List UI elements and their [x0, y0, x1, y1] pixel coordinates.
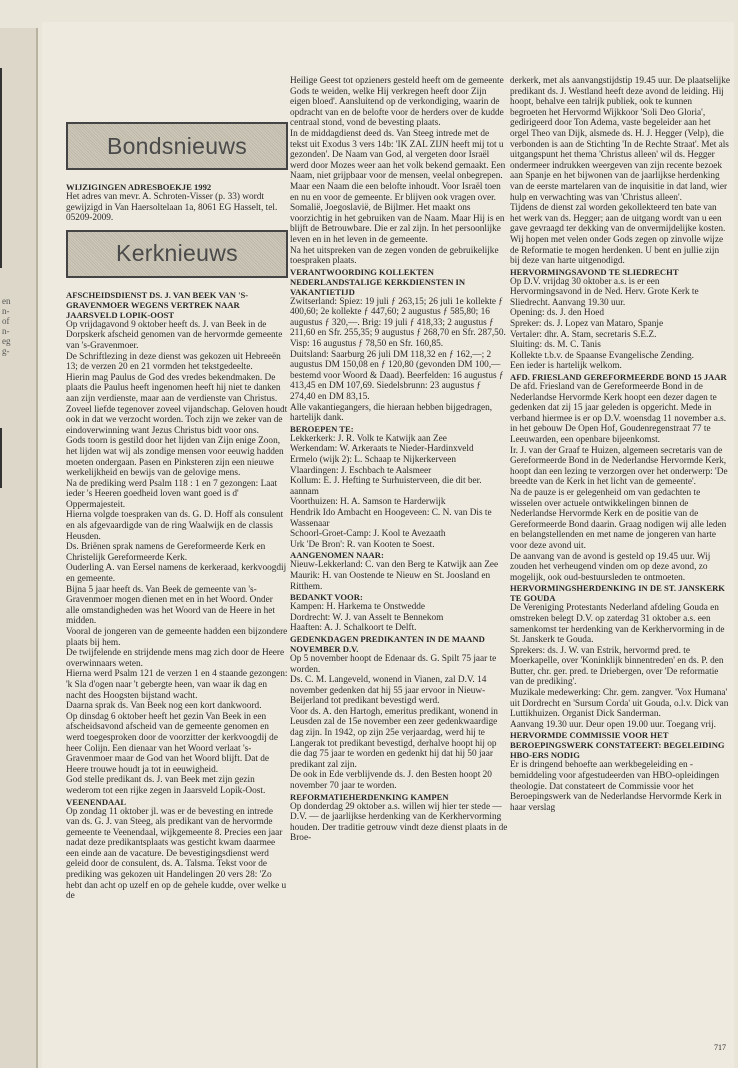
text-fragment: n-	[2, 326, 10, 336]
article-body: derkerk, met als aanvangstijdstip 19.45 uur. De plaatselijke predikant ds. J. Westland heeft deze avond de leiding. Hij hoopt, behalve een talrijk publiek, ook te kunnen begroeten het Hervormd Wijkkoor 'Soli Deo Gloria', gedirigeerd door Ton Adema, vaste begeleider aan het orgel Theo van Dijk, alsmede ds. H. J. Hegger (Velp), die verbonden is aan de Stichting 'In de Rechte Straat'. Met als uitgangspunt het thema 'Christus alleen' wil ds. Hegger ondermeer indrukken weergeven van zijn recente bezoek aan Spanje en het bijwonen van de jaarlijkse herdenking van de eerste martelaren van de inquisitie in dat land, wier hulp en verwachting was van 'Christus alleen'. Tijdens de dienst zal worden gekollekteerd ten bate van het werk van ds. Hegger; aan de uitgang wordt van u een gave gevraagd ter dekking van de onvermijdelijke kosten. Wij hopen met velen onder Gods zegen op zinvolle wijze de Reformatie te mogen herdenken. U bent en jullie zijn bij deze van harte uitgenodigd.	[510, 76, 730, 267]
article-body: Op zondag 11 oktober jl. was er de bevesting en intrede van ds. G. J. van Steeg, als predikant van de hervormde gemeente te Veenendaal, wijkgemeente 8. Precies een jaar nadat deze predikantsplaats was gesticht kwam daarmee een einde aan de vacature. De bevestigingsdienst werd geleid door de consulent, ds. A. Talsma. Tekst voor de prediking was gekozen uit Handelingen 20 vers 28: 'Zo hebt dan acht op uzelf en op de gehele kudde, over welke u de	[66, 806, 287, 902]
text-fragment: eg	[2, 336, 11, 346]
article-heading: AANGENOMEN NAAR:	[290, 550, 384, 561]
text-fragment: en	[2, 296, 11, 306]
text-fragment: g-	[2, 346, 10, 356]
article-body: Er is dringend behoefte aan werkbegeleiding en -bemiddeling voor afgestudeerden van HBO-opleidingen theologie. Dat constateert de Commissie voor het Beroepingswerk van de Nederlandse Hervormde Kerk in haar verslag	[510, 760, 722, 813]
article-body: Nieuw-Lekkerland: C. van den Berg te Katwijk aan Zee Maurik: H. van Oostende te Nieuw en St. Joosland en Ritthem.	[290, 560, 499, 592]
article-heading: BEROEPEN TE:	[290, 423, 354, 434]
article-heading: AFD. FRIESLAND GEREFORMEERDE BOND 15 JAAR	[510, 372, 727, 383]
paragraph: Op vrijdagavond 9 oktober heeft ds. J. van Beek in de Dorpskerk afscheid genomen van de hervormde gemeente van 's-Gravenmoer.	[66, 319, 283, 351]
article-body: Op D.V. vrijdag 30 oktober a.s. is er een Hervormingsavond in de Ned. Herv. Grote Kerk te Sliedrecht. Aanvang 19.30 uur. Opening: ds. J. den Hoed Spreker: ds. J. Lopez van Mataro, Spanje Vertaler: dhr. A. Stam, secretaris S.E.Z. Sluiting: ds. M. C. Tanis Kollekte t.b.v. de Spaanse Evangelische Zending. Een ieder is hartelijk welkom.	[510, 276, 699, 372]
paragraph: Hierin mag Paulus de God des vredes bekendmaken. De plaats die Paulus heeft ingenomen heeft hij niet te danken aan zijn verdienste, maar aan de verdienste van Christus.	[66, 372, 281, 404]
page-number: 717	[714, 1043, 726, 1052]
article-body: De Vereniging Protestants Nederland afdeling Gouda en omstreken belegt D.V. op zaterdag 31 oktober a.s. een samenkomst ter herdenking van de Kerkhervorming in de St. Janskerk te Gouda. Sprekers: ds. J. W. van Estrik, hervormd pred. te Moerkapelle, over 'Koninklijk binnentreden' en ds. P. den Butter, chr. ger. pred. te Driebergen, over 'De reformatie van de prediking'. Muzikale medewerking: Chr. gem. zangver. 'Vox Humana' uit Dordrecht en 'Sursum Corda' uit Gouda, o.l.v. Dick van Luttikhuizen. Organist Dick Sanderman. Aanvang 19.30 uur. Deur open 19.00 uur. Toegang vrij.	[510, 603, 729, 730]
paragraph: Zoveel liefde tegenover zoveel vijandschap. Geloven houdt ook in dat we verzocht worden. Toch zijn we zeker van de eindoverwinning want Jezus Christus bidt voor ons.	[66, 404, 288, 436]
paragraph: Daarna sprak ds. Van Beek nog een kort dankwoord.	[66, 701, 262, 712]
paragraph: De Schriftlezing in deze dienst was gekozen uit Hebreeën 13; de verzen 20 en 21 vormden het tekstgedeelte.	[66, 351, 281, 373]
article-heading: WIJZIGINGEN ADRESBOEKJE 1992	[66, 182, 212, 192]
section-title: Bondsnieuws	[106, 132, 248, 159]
column-2	[290, 76, 508, 844]
magazine-page	[42, 22, 734, 1068]
article-body: Het adres van mevr. A. Schroten-Visser (p. 33) wordt gewijzigd in Van Haersoltelaan 1a, 8061 EG Hasselt, tel. 05209-2009.	[66, 192, 278, 224]
paragraph: De twijfelende en strijdende mens mag zich door de Heere overwinnaars weten.	[66, 648, 285, 669]
paragraph: Bijna 5 jaar heeft ds. Van Beek de gemeente van 's-Gravenmoer mogen dienen met en in het Woord. Onder alle omstandigheden was het Woord van de Heere in het midden.	[66, 584, 275, 627]
article-body: Kampen: H. Harkema te Onstwedde Dordrecht: W. J. van Asselt te Bennekom Haaften: A. J. Schalkoort te Delft.	[290, 602, 444, 634]
article-heading: HERVORMINGSAVOND TE SLIEDRECHT	[510, 266, 679, 277]
paragraph: Ouderling A. van Eersel namens de kerkeraad, kerkvoogdij en gemeente.	[66, 563, 287, 585]
article-body: Heilige Geest tot opzieners gesteld heeft om de gemeente Gods te weiden, welke Hij verkregen heeft door Zijn eigen bloed'. Aansluitend op de verkondiging, waarin de opdracht van en de belofte voor de herders over de kudde centraal stond, vond de bevesting plaats. In de middagdienst deed ds. Van Steeg intrede met de tekst uit Exodus 3 vers 14b: 'IK ZAL ZIJN heeft mij tot u gezonden'. De Naam van God, al vergeten door Israël werd door Mozes weer aan het volk bekend gemaakt. Een Naam, niet grijpbaar voor de mensen, veelal onbegrepen. Maar een Naam die een belofte inhoudt. Voor Israël toen en nu en voor de gemeente. Er blijven ook vragen over. Somalië, Joegoslavië, de Bijlmer. Het maakt ons voorzichtig in het gebruiken van de Naam. Maar Hij is en blijft de Betrouwbare. Die er zal zijn. In het persoonlijke leven en in het leven in de gemeente. Na het uitspreken van de zegen vonden de gebruikelijke toespraken plaats.	[290, 76, 506, 267]
paragraph: Op dinsdag 6 oktober heeft het gezin Van Beek in een afscheidsavond afscheid van de gemeente genomen en werd toegesproken door de voorzitter der kerkvoogdij de heer Colijn. Een dienaar van het Woord verlaat 's-Gravenmoer maar de God van het Woord blijft. Dat de Heere trouwe houdt ja tot in eeuwigheid.	[66, 711, 278, 775]
article-body: De afd. Friesland van de Gereformeerde Bond in de Nederlandse Hervormde Kerk hoopt een dezer dagen te gedenken dat zij 15 jaar geleden is opgericht. Mede in verband hiermee is er op D.V. woensdag 11 november a.s. in het gebouw De Open Hof, Goudenregenstraat 77 te Leeuwarden, een openbare bijeenkomst. Ir. J. van der Graaf te Huizen, algemeen secretaris van de Gereformeerde Bond in de Nederlandse Hervormde Kerk, hoopt dan een lezing te verzorgen over het onderwerp: 'De breedte van de Kerk in het licht van de gemeente'. Na de pauze is er gelegenheid om van gedachten te wisselen over actuele ontwikkelingen binnen de Nederlandse Hervormde Kerk en de positie van de Gereformeerde Bond daarin. Graag nodigen wij alle leden en belangstellenden en met name de jongeren van harte voor deze avond uit. De aanvang van de avond is gesteld op 19.45 uur. Wij zouden het verheugend vinden om op deze avond, zo mogelijk, ook oud-bestuursleden te ontmoeten.	[510, 382, 728, 583]
article-heading: VERANTWOORDING KOLLEKTEN NEDERLANDSTALIGE KERKDIENSTEN IN VAKANTIETIJD	[290, 266, 466, 297]
article-heading: VEENENDAAL	[66, 796, 127, 807]
text-fragment: n-	[2, 306, 10, 316]
paragraph: Vooral de jongeren van de gemeente hadden een bijzondere plaats bij hem.	[66, 627, 288, 648]
section-title: Kerknieuws	[116, 240, 238, 267]
article-body: Op 5 november hoopt de Edenaar ds. G. Spilt 75 jaar te worden. Ds. C. M. Langeveld, wonend in Vianen, zal D.V. 14 november gedenken dat hij 55 jaar ervoor in Nieuw-Beijerland tot predikant bevestigd werd. Voor ds. A. den Hartogh, emeritus predikant, wonend in Leusden zal de 15e november een zeer gedenkwaardige dag zijn. In 1942, op zijn 25e verjaardag, werd hij te Langerak tot predikant bevestigd, derhalve hoopt hij op die dag 75 jaar te worden en gedenkt hij dat hij 50 jaar predikant zal zijn. De ook in Ede verblijvende ds. J. den Besten hoopt 20 november 70 jaar te worden.	[290, 653, 498, 792]
article-body: Op donderdag 29 oktober a.s. willen wij hier ter stede — D.V. — de jaarlijkse herdenking van de Kerkhervorming houden. Der traditie getrouw vindt deze dienst plaats in de Broe-	[290, 801, 508, 844]
article-body: Zwitserland: Spiez: 19 juli ƒ 263,15; 26 juli 1e kollekte ƒ 400,60; 2e kollekte ƒ 447,60; 2 augustus ƒ 585,80; 16 augustus ƒ 320,—. Brig: 19 juli ƒ 418,33; 2 augustus ƒ 211,60 en Sfr. 255,35; 9 augustus ƒ 268,70 en Sfr. 287,50. Visp: 16 augustus ƒ 78,50 en Sfr. 160,85. Duitsland: Saarburg 26 juli DM 118,32 en ƒ 162,—; 2 augustus DM 150,08 en ƒ 120,80 (gevonden DM 100,— bestemd voor Woord & Daad). Beerfelden: 16 augustus ƒ 413,45 en DM 107,69. Siedelsbrunn: 23 augustus ƒ 274,40 en DM 83,15. Alle vakantiegangers, die hieraan hebben bijgedragen, hartelijk dank.	[290, 296, 506, 424]
paragraph: Na de prediking werd Psalm 118 : 1 en 7 gezongen: Laat ieder 's Heeren goedheid loven want goed is d' Oppermajesteit.	[66, 478, 278, 510]
article-heading: HERVORMDE COMMISSIE VOOR HET BEROEPINGSWERK CONSTATEERT: BEGELEIDING HBO-ERS NODIG	[510, 730, 725, 761]
previous-page-edge	[0, 28, 38, 1068]
column-rule	[0, 428, 2, 488]
paragraph: Hierna volgde toespraken van ds. G. D. Hoff als consulent en als afgevaardigde van de ring Waalwijk en de classis Heusden.	[66, 510, 284, 542]
column-1	[66, 122, 288, 902]
article-heading: AFSCHEIDSDIENST DS. J. VAN BEEK VAN 'S-GRAVENMOER WEGENS VERTREK NAAR JAARSVELD LOPIK-OOST	[66, 289, 249, 320]
article-heading: HERVORMINGSHERDENKING IN DE ST. JANSKERK TE GOUDA	[510, 583, 725, 604]
paragraph: Gods toorn is gestild door het lijden van Zijn enige Zoon, het lijden wat wij als zondige mensen voor eeuwig hadden moeten ondergaan. Pasen en Pinksteren zijn een nieuwe werkelijkheid en bewijs van de gelovige mens.	[66, 436, 284, 479]
text-fragment: of	[2, 316, 10, 326]
paragraph: God stelle predikant ds. J. van Beek met zijn gezin wederom tot een rijke zegen in Jaarsveld Lopik-Oost.	[66, 775, 266, 796]
bondsnieuws-banner	[66, 122, 288, 170]
paragraph: Ds. Briënen sprak namens de Gereformeerde Kerk en Christelijk Gereformeerde Kerk.	[66, 542, 266, 563]
article-body: Lekkerkerk: J. R. Volk te Katwijk aan Zee Werkendam: W. Arkeraats te Nieder-Hardinxveld Ermelo (wijk 2): L. Schaap te Nijkerkerveen Vlaardingen: J. Eschbach te Aalsmeer Kollum: E. J. Hefting te Surhuisterveen, die dit ber. aannam Voorthuizen: H. A. Samson te Harderwijk Hendrik Ido Ambacht en Hoogeveen: C. N. van Dis te Wassenaar Schoorl-Groet-Camp: J. Kool te Avezaath Urk 'De Bron': R. van Kooten te Soest.	[290, 433, 492, 550]
article-heading: BEDANKT VOOR:	[290, 592, 363, 603]
column-rule	[0, 68, 2, 268]
article-heading: GEDENKDAGEN PREDIKANTEN IN DE MAAND NOVEMBER D.V.	[290, 633, 485, 654]
kerknieuws-banner	[66, 230, 288, 278]
paragraph: Hierna werd Psalm 121 de verzen 1 en 4 staande gezongen: 'k Sla d'ogen naar 't gebergte heen, van waar ik dag en nacht des Hoogsten bijstand wacht.	[66, 669, 288, 701]
article-heading: REFORMATIEHERDENKING KAMPEN	[290, 791, 449, 802]
column-3	[510, 76, 730, 813]
